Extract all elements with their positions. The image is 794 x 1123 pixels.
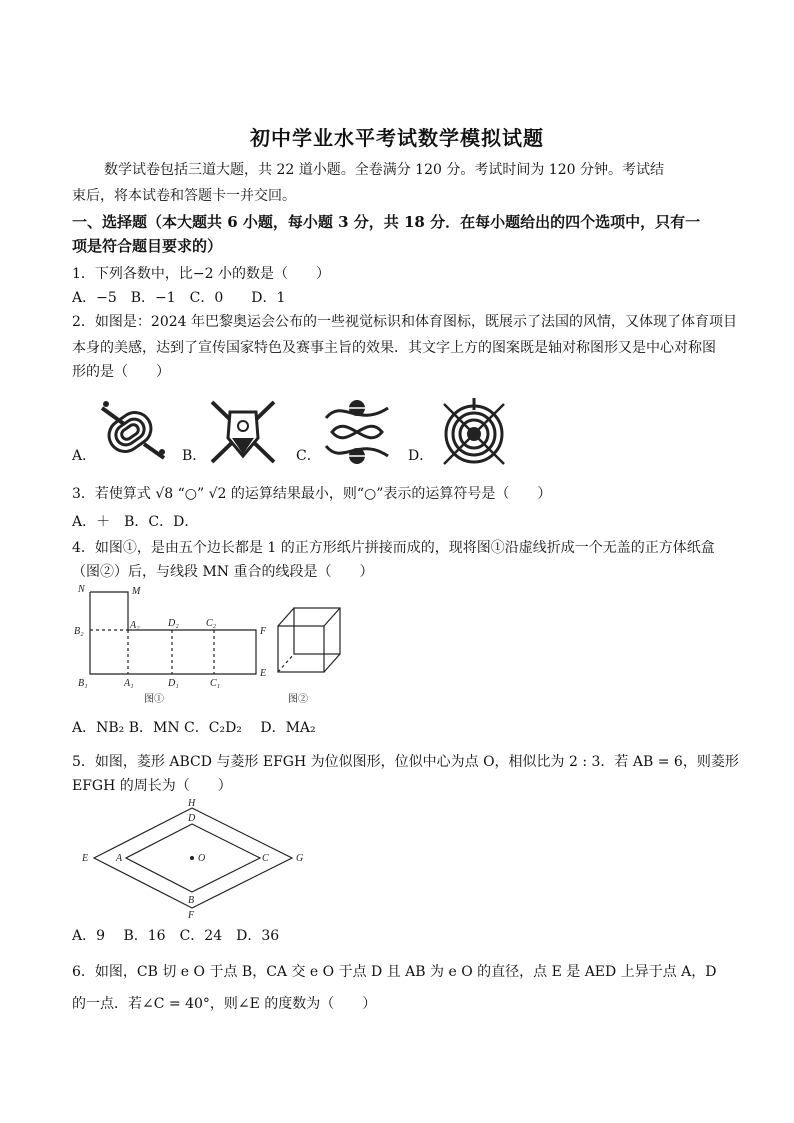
question-2-option-b-label: B． [182,448,207,464]
label-b1: B₁ [78,678,88,689]
intro-line-1: 数学试卷包括三道大题，共 22 道小题。全卷满分 120 分。考试时间为 120 分钟。考试结 [104,162,664,178]
page-title: 初中学业水平考试数学模拟试题 [250,126,544,150]
question-4-options: A．NB₂ B．MN C．C₂D₂ D．MA₂ [72,720,316,736]
question-6-stem-1: 6．如图，CB 切 e O 于点 B，CA 交 e O 于点 D 且 AB 为 e O 的直径，点 E 是 AED 上异于点 A，D [72,964,717,980]
archery-target-icon [436,396,512,468]
label-a: A [116,853,123,864]
label-e: E [82,853,89,864]
rhombus-figure [82,798,308,920]
label-o: O [198,853,206,864]
label-c2: C₂ [206,618,217,629]
label-a2: A₂ [130,620,140,631]
label-n: N [78,584,85,595]
question-3-options: A．＋ B．C．D． [72,514,199,530]
label-h: H [188,798,196,809]
label-a1: A₁ [124,678,134,689]
question-4-stem-1: 4．如图①，是由五个边长都是 1 的正方形纸片拼接而成的，现将图①沿虚线折成一个无盖的正方体纸盒 [72,540,715,556]
net-figure-1 [72,584,272,706]
cube-figure-2 [274,604,348,706]
section-heading-line-1: 一、选择题（本大题共 6 小题，每小题 3 分，共 18 分．在每小题给出的四个选项中，只有一 [72,213,701,231]
basketball-infinity-icon [318,398,396,466]
question-2-stem-3: 形的是（ ） [72,364,170,380]
question-5-stem-2: EFGH 的周长为（ ） [72,778,232,794]
intro-line-2: 束后，将本试卷和答题卡一并交回。 [72,188,296,204]
running-track-icon [98,398,170,466]
label-b2: B₂ [74,626,84,637]
question-2-option-d-label: D． [408,448,434,464]
label-e: E [260,668,267,679]
label-g: G [296,853,304,864]
question-5-stem-1: 5．如图，菱形 ABCD 与菱形 EFGH 为位似图形，位似中心为点 O，相似比为 2 : 3．若 AB = 6，则菱形 [72,754,739,770]
question-2-stem-1: 2．如图是：2024 年巴黎奥运会公布的一些视觉标识和体育图标，既展示了法国的风情，又体现了体育项目 [72,314,737,330]
question-4-stem-2: （图②）后，与线段 MN 重合的线段是（ ） [72,564,374,580]
question-3-stem: 3．若使算式 √8 “○” √2 的运算结果最小，则“○”表示的运算符号是（ ） [72,486,552,502]
label-d1: D₁ [168,678,179,689]
label-b: B [188,895,195,906]
label-f: F [260,626,267,637]
figure-1-caption: 图① [144,694,164,705]
label-f: F [188,910,195,921]
label-c1: C₁ [210,678,221,689]
section-heading-line-2: 项是符合题目要求的） [72,237,223,255]
label-m: M [132,586,141,597]
question-2-stem-2: 本身的美感，达到了宣传国家特色及赛事主旨的效果．其文字上方的图案既是轴对称图形又是中心对称图 [72,340,716,356]
label-d: D [188,813,196,824]
question-5-options: A．9 B．16 C．24 D．36 [72,928,280,944]
label-d2: D₂ [168,618,179,629]
fencing-mask-icon [208,398,278,466]
question-6-stem-2: 的一点．若∠C = 40°，则∠E 的度数为（ ） [72,996,377,1012]
figure-2-caption: 图② [288,694,308,705]
question-2-option-a-label: A． [72,448,97,464]
question-1-stem: 1．下列各数中，比−2 小的数是（ ） [72,266,330,282]
label-c: C [262,853,269,864]
question-1-options: A．−5 B．−1 C．0 D．1 [72,290,286,306]
question-2-option-c-label: C． [296,448,321,464]
